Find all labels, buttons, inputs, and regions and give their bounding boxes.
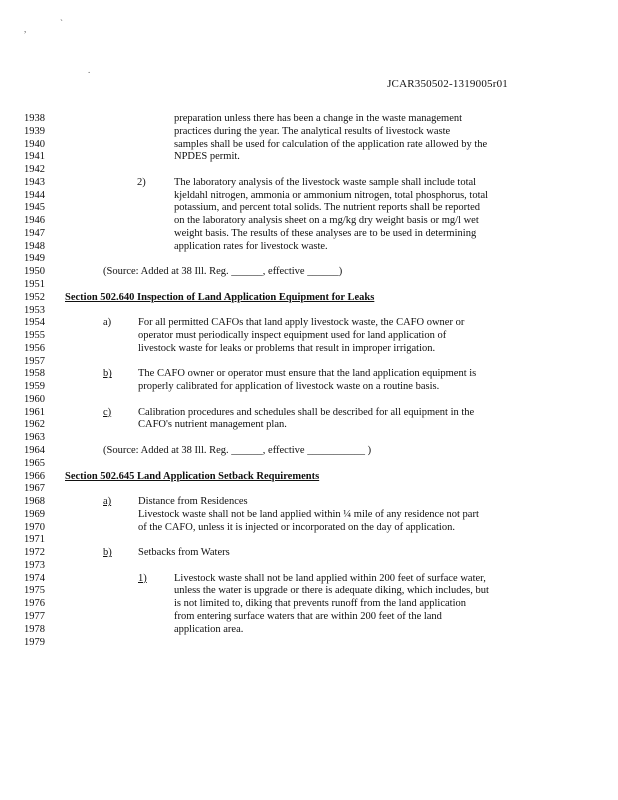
line-row [0,637,618,650]
line-text: on the laboratory analysis sheet on a mg/kg dry weight basis or mg/l wet [174,215,479,227]
line-row [0,560,618,573]
line-text: potassium, and percent total solids. The nutrient reports shall be reported [174,202,480,214]
stray-mark: ` [60,18,63,28]
item-label: c) [103,406,112,418]
line-number: 1949 [24,253,45,265]
item-label: b) [103,368,112,380]
line-number: 1951 [24,279,45,290]
section-heading: Section 502.640 Inspection of Land Application Equipment for Leaks [65,291,375,303]
line-row [0,624,618,637]
line-number: 1969 [24,508,45,520]
line-text: of the CAFO, unless it is injected or incorporated on the day of application. [138,521,455,533]
line-text: Calibration procedures and schedules shall be described for all equipment in the [138,406,475,418]
line-row [0,330,618,343]
line-number: 1972 [24,547,45,559]
line-row [0,368,618,381]
line-text: preparation unless there has been a change in the waste management [174,113,463,124]
line-text: NPDES permit. [174,151,240,163]
line-row [0,458,618,471]
item-label: 1) [138,572,147,584]
line-number: 1942 [24,164,45,176]
line-number: 1968 [24,496,45,508]
line-row [0,445,618,458]
line-number: 1967 [24,483,45,495]
line-row [0,496,618,509]
line-text: Livestock waste shall not be land applied within ¼ mile of any residence not part [138,508,479,520]
line-number: 1950 [24,266,45,278]
line-text: Setbacks from Waters [138,547,230,559]
line-number: 1977 [24,611,45,623]
line-text: application rates for livestock waste. [174,240,328,252]
line-row [0,113,618,126]
line-number: 1976 [24,598,45,610]
line-number: 1970 [24,521,45,533]
line-row [0,202,618,215]
line-row [0,381,618,394]
line-number: 1959 [24,381,45,393]
line-row [0,292,618,305]
line-row [0,534,618,547]
line-text: operator must periodically inspect equipment used for land application of [138,330,447,342]
line-text: CAFO's nutrient management plan. [138,419,287,431]
line-row [0,573,618,586]
item-label: 2) [137,176,146,188]
line-number: 1954 [24,317,45,329]
line-text: kjeldahl nitrogen, ammonia or ammonium nitrogen, total phosphorus, total [174,189,489,201]
line-number: 1946 [24,215,45,227]
line-number: 1956 [24,342,45,354]
line-text: is not limited to, diking that prevents runoff from the land application [174,598,467,610]
line-text: properly calibrated for application of livestock waste on a routine basis. [138,381,440,393]
line-row [0,228,618,241]
line-row [0,522,618,535]
line-text: samples shall be used for calculation of the application rate allowed by the [174,138,488,150]
line-number: 1958 [24,368,45,380]
line-number: 1978 [24,623,45,635]
line-text: weight basis. The results of these analyses are to be used in determining [174,227,477,239]
line-text: (Source: Added at 38 Ill. Reg. ______, effective ______) [103,266,343,278]
stray-mark: . [88,65,91,75]
line-number: 1957 [24,355,45,367]
line-text: practices during the year. The analytical results of livestock waste [174,125,451,137]
line-number: 1960 [24,393,45,405]
line-number: 1966 [24,470,45,482]
line-number: 1955 [24,330,45,342]
line-row [0,253,618,266]
line-text: livestock waste for leaks or problems that result in improper irrigation. [138,342,436,354]
line-number: 1974 [24,572,45,584]
line-row [0,471,618,484]
line-number: 1964 [24,445,45,457]
line-text: (Source: Added at 38 Ill. Reg. ______, effective ___________ ) [103,445,372,457]
line-row [0,164,618,177]
line-number: 1945 [24,202,45,214]
section-heading: Section 502.645 Land Application Setback Requirements [65,470,320,482]
item-label: b) [103,547,112,559]
line-number: 1962 [24,419,45,431]
line-row [0,266,618,279]
line-row [0,585,618,598]
line-number: 1965 [24,457,45,469]
line-text: unless the water is upgrade or there is adequate diking, which includes, but [174,585,489,597]
line-number: 1973 [24,559,45,571]
line-row [0,407,618,420]
line-row [0,394,618,407]
line-row [0,611,618,624]
line-row [0,598,618,611]
line-text: Livestock waste shall not be land applied within 200 feet of surface water, [174,572,486,584]
stray-mark: , [24,24,27,34]
line-row [0,241,618,254]
item-label: a) [103,496,112,508]
line-number: 1952 [24,291,45,303]
line-number: 1975 [24,585,45,597]
line-row [0,305,618,318]
line-row [0,356,618,369]
line-number: 1961 [24,406,45,418]
line-number: 1941 [24,151,45,163]
line-row [0,343,618,356]
line-text: application area. [174,623,244,635]
line-row [0,547,618,560]
line-row [0,419,618,432]
line-number: 1944 [24,189,45,201]
line-number: 1963 [24,432,45,444]
line-number: 1948 [24,240,45,252]
line-row [0,126,618,139]
line-row [0,139,618,152]
line-text: from entering surface waters that are within 200 feet of the land [174,611,442,623]
line-number: 1947 [24,227,45,239]
line-number: 1939 [24,125,45,137]
document-header-id: JCAR350502-1319005r01 [387,78,508,90]
line-row [0,215,618,228]
line-row [0,509,618,522]
line-text: For all permitted CAFOs that land apply livestock waste, the CAFO owner or [138,317,465,329]
line-row [0,190,618,203]
line-row [0,177,618,190]
line-text: The CAFO owner or operator must ensure that the land application equipment is [138,368,477,380]
line-row [0,483,618,496]
line-number: 1940 [24,138,45,150]
line-number: 1979 [24,636,45,648]
line-number: 1971 [24,534,45,546]
line-row [0,432,618,445]
line-row [0,317,618,330]
line-text: The laboratory analysis of the livestock waste sample shall include total [174,176,477,188]
line-number: 1953 [24,304,45,316]
line-row [0,151,618,164]
item-label: a) [103,317,112,329]
line-text: Distance from Residences [138,496,248,508]
line-row [0,279,618,292]
line-number: 1938 [24,113,45,124]
line-number: 1943 [24,176,45,188]
